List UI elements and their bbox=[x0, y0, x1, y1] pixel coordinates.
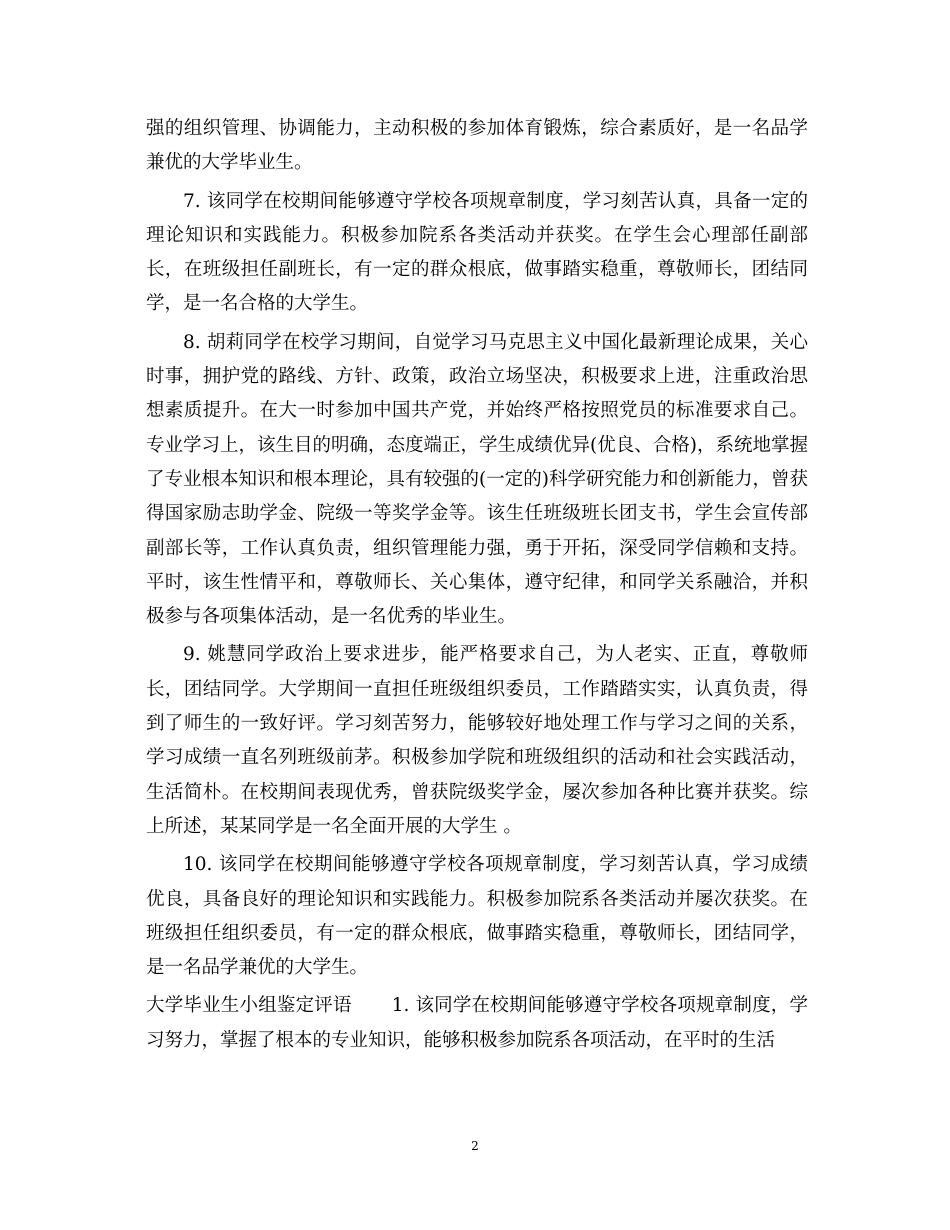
section-item-1: 1. 该同学在校期间能够遵守学校各项规章制度，学习努力，掌握了根本的专业知识，能够积极参加院系各项活动，在平时的生活 bbox=[146, 995, 808, 1051]
paragraph-item-9: 9. 姚慧同学政治上要求进步，能严格要求自己，为人老实、正直，尊敬师长，团结同学。大学期间一直担任班级组织委员，工作踏踏实实，认真负责，得到了师生的一致好评。学习刻苦努力，能够较好地处理工作与学习之间的关系，学习成绩一直名列班级前茅。积极参加学院和班级组织的活动和社会实践活动，生活简朴。在校期间表现优秀，曾获院级奖学金，屡次参加各种比赛并获奖。综上所述，某某同学是一名全面开展的大学生 。 bbox=[146, 644, 808, 837]
document-body bbox=[146, 112, 808, 1058]
paragraph-continuation: 强的组织管理、协调能力，主动积极的参加体育锻炼，综合素质好，是一名品学兼优的大学毕业生。 bbox=[146, 118, 808, 174]
paragraph-item-7: 7. 该同学在校期间能够遵守学校各项规章制度，学习刻苦认真，具备一定的理论知识和实践能力。积极参加院系各类活动并获奖。在学生会心理部任副部长，在班级担任副班长，有一定的群众根底，做事踏实稳重，尊敬师长，团结同学，是一名合格的大学生。 bbox=[146, 190, 808, 315]
section-heading: 大学毕业生小组鉴定评语 bbox=[146, 995, 352, 1017]
section-paragraph bbox=[146, 989, 808, 1058]
paragraph-item-8: 8. 胡莉同学在校学习期间，自觉学习马克思主义中国化最新理论成果，关心时事，拥护党的路线、方针、政策，政治立场坚决，积极要求上进，注重政治思想素质提升。在大一时参加中国共产党，并始终严格按照党员的标准要求自己。专业学习上，该生目的明确，态度端正，学生成绩优异(优良、合格)，系统地掌握了专业根本知识和根本理论，具有较强的(一定的)科学研究能力和创新能力，曾获得国家励志助学金、院级一等奖学金等。该生任班级班长团支书，学生会宣传部副部长等，工作认真负责，组织管理能力强，勇于开拓，深受同学信赖和支持。平时，该生性情平和，尊敬师长、关心集体，遵守纪律，和同学关系融洽，并积极参与各项集体活动，是一名优秀的毕业生。 bbox=[146, 331, 808, 628]
page-number: 2 bbox=[471, 1139, 479, 1153]
paragraph-item-10: 10. 该同学在校期间能够遵守学校各项规章制度，学习刻苦认真，学习成绩优良，具备良好的理论知识和实践能力。积极参加院系各类活动并屡次获奖。在班级担任组织委员，有一定的群众根底，做事踏实稳重，尊敬师长，团结同学，是一名品学兼优的大学生。 bbox=[146, 854, 808, 979]
